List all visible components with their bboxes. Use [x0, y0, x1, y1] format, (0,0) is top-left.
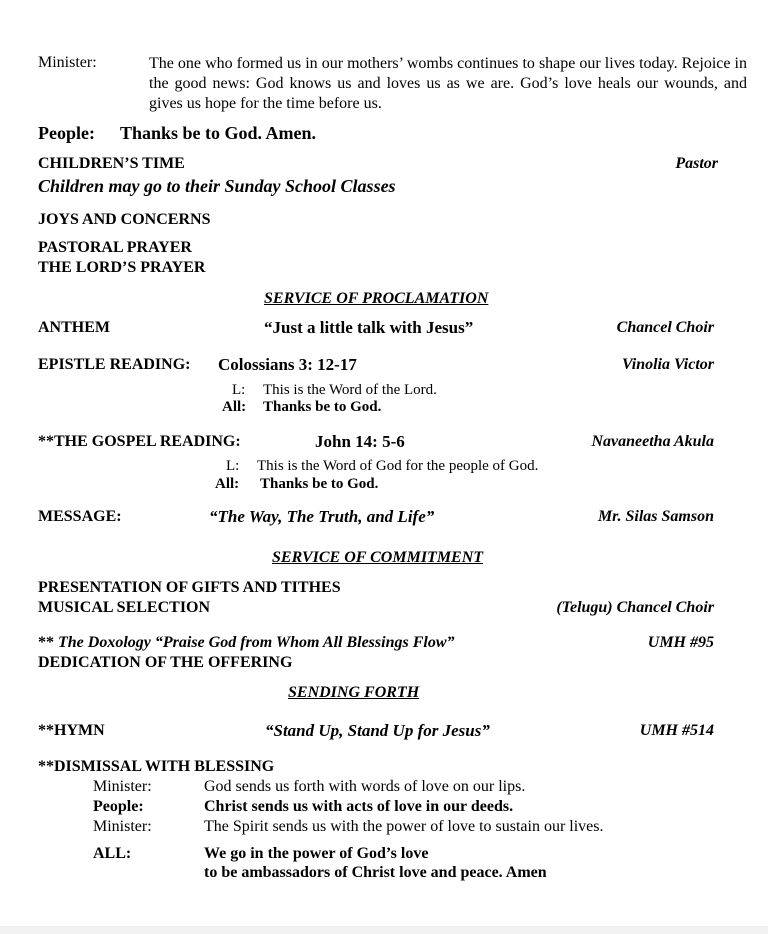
lords-prayer: THE LORD’S PRAYER — [38, 259, 206, 276]
dismissal-line: to be ambassadors of Christ love and peace. Amen — [204, 864, 547, 881]
dismissal-speaker: ALL: — [93, 845, 132, 862]
hymn-reference: UMH #514 — [639, 722, 714, 739]
epistle-leader-label: L: — [232, 382, 246, 398]
epistle-all-response: Thanks be to God. — [263, 399, 382, 415]
minister-text: The one who formed us in our mothers’ wombs continues to shape our lives today. Rejoice in the good news: God knows us and loves us as we are. God’s love heals our wounds, and gives us hope for the time before us. — [149, 55, 747, 112]
gifts-and-tithes: PRESENTATION OF GIFTS AND TITHES — [38, 579, 341, 596]
doxology-marker: ** — [38, 634, 54, 651]
musical-selection: MUSICAL SELECTION — [38, 599, 211, 616]
dismissal-line: God sends us forth with words of love on our lips. — [204, 778, 526, 795]
dismissal-heading: **DISMISSAL WITH BLESSING — [38, 758, 275, 775]
proclamation-heading: SERVICE OF PROCLAMATION — [264, 290, 489, 307]
commitment-heading: SERVICE OF COMMITMENT — [272, 549, 484, 566]
childrens-time-note: Children may go to their Sunday School Classes — [38, 176, 396, 196]
dismissal-line: The Spirit sends us with the power of love to sustain our lives. — [204, 818, 604, 835]
people-label: People: — [38, 123, 95, 143]
pastoral-prayer: PASTORAL PRAYER — [38, 239, 192, 256]
dedication-of-offering: DEDICATION OF THE OFFERING — [38, 654, 293, 671]
anthem-leader: Chancel Choir — [616, 319, 714, 336]
gospel-all-response: Thanks be to God. — [260, 476, 379, 492]
dismissal-speaker: People: — [93, 798, 144, 815]
gospel-leader-label: L: — [226, 458, 240, 474]
message-speaker: Mr. Silas Samson — [597, 508, 714, 525]
gospel-reference: John 14: 5-6 — [315, 432, 405, 451]
message-title: “The Way, The Truth, and Life” — [209, 507, 435, 526]
page-bottom-divider — [0, 926, 768, 934]
childrens-time-leader: Pastor — [675, 155, 718, 172]
epistle-reader: Vinolia Victor — [621, 356, 714, 373]
epistle-reference: Colossians 3: 12-17 — [218, 355, 357, 374]
childrens-time-title: CHILDREN’S TIME — [38, 155, 185, 172]
gospel-leader-line: This is the Word of God for the people of God. — [257, 458, 539, 474]
dismissal-speaker: Minister: — [93, 778, 152, 795]
sending-heading: SENDING FORTH — [288, 684, 420, 701]
hymn-title: “Stand Up, Stand Up for Jesus” — [265, 721, 490, 740]
dismissal-line: Christ sends us with acts of love in our deeds. — [204, 798, 514, 815]
epistle-label: EPISTLE READING: — [38, 356, 191, 373]
minister-label: Minister: — [38, 54, 97, 71]
gospel-all-label: All: — [215, 476, 240, 492]
anthem-label: ANTHEM — [38, 319, 110, 336]
epistle-leader-line: This is the Word of the Lord. — [263, 382, 437, 398]
musical-selection-leader: (Telugu) Chancel Choir — [556, 599, 714, 616]
hymn-label: **HYMN — [38, 722, 105, 739]
epistle-all-label: All: — [222, 399, 247, 415]
gospel-reader: Navaneetha Akula — [591, 433, 714, 450]
people-response: Thanks be to God. Amen. — [120, 123, 317, 143]
doxology-title: The Doxology “Praise God from Whom All Blessings Flow” — [58, 634, 455, 651]
joys-and-concerns: JOYS AND CONCERNS — [38, 211, 211, 228]
message-label: MESSAGE: — [38, 508, 122, 525]
dismissal-speaker: Minister: — [93, 818, 152, 835]
gospel-label: **THE GOSPEL READING: — [38, 433, 241, 450]
anthem-title: “Just a little talk with Jesus” — [264, 318, 474, 337]
doxology-reference: UMH #95 — [647, 634, 714, 651]
dismissal-line: We go in the power of God’s love — [204, 845, 429, 862]
